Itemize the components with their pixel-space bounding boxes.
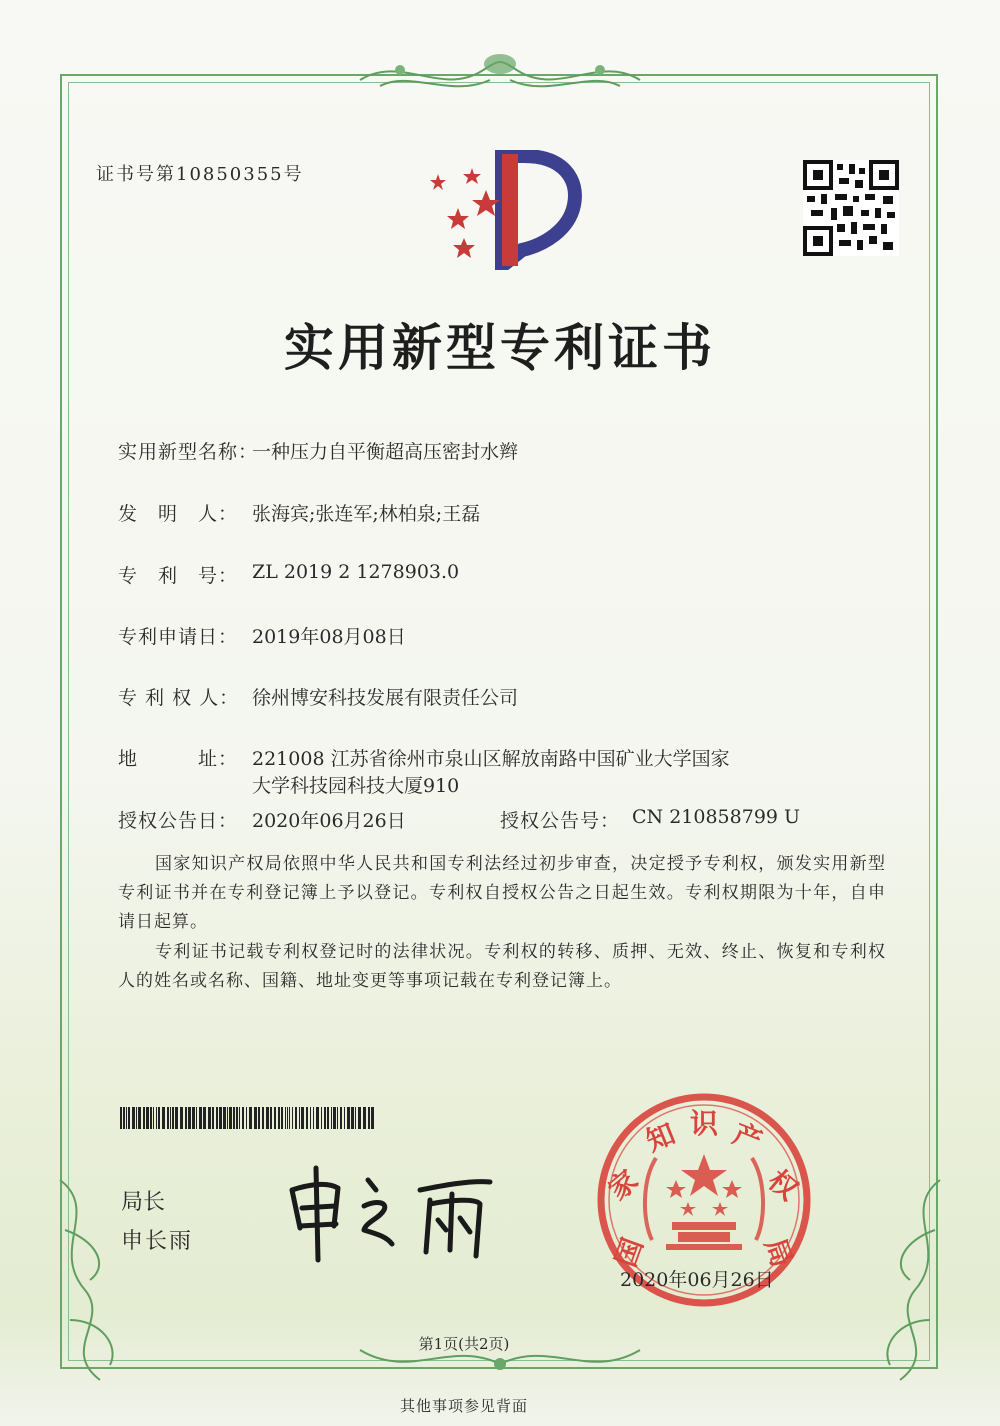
address-value-line2: 大学科技园科技大厦910	[252, 775, 460, 797]
paragraph-1: 国家知识产权局依照中华人民共和国专利法经过初步审查，决定授予专利权，颁发实用新型专利证书并在专利登记簿上予以登记。专利权自授权公告之日起生效。专利权期限为十年，自申请日起算。	[118, 854, 886, 932]
grant-date-value: 2020年06月26日	[252, 810, 406, 832]
seal-char-1: 国	[609, 1233, 650, 1272]
seal-char-2: 家	[601, 1163, 645, 1207]
seal-char-4: 识	[690, 1107, 719, 1140]
seal-date: 2020年06月26日	[620, 1269, 774, 1291]
patentee-label: 专 利 权 人：	[118, 687, 240, 709]
seal-char-3: 知	[641, 1116, 680, 1158]
address-value-line1: 221008 江苏省徐州市泉山区解放南路中国矿业大学国家	[252, 748, 730, 770]
qr-code-icon	[803, 160, 899, 256]
footer-note: 其他事项参见背面	[399, 1397, 528, 1415]
director-title: 局长	[121, 1190, 166, 1215]
patent-number-label: 专 利 号：	[118, 565, 239, 587]
director-name: 申长雨	[121, 1229, 194, 1254]
top-ornament-icon	[340, 50, 660, 100]
barcode-icon	[120, 1107, 378, 1129]
seal-char-5: 产	[728, 1116, 767, 1158]
seal-char-6: 权	[761, 1163, 805, 1207]
grant-number-label: 授权公告号：	[500, 810, 621, 832]
signature-icon	[280, 1160, 510, 1270]
filing-date-label: 专利申请日：	[118, 626, 239, 648]
name-label: 实用新型名称：	[118, 441, 259, 463]
patent-number-value: ZL 2019 2 1278903.0	[252, 561, 460, 583]
grant-number-value: CN 210858799 U	[632, 806, 801, 828]
paragraph-2: 专利证书记载专利权登记时的法律状况。专利权的转移、质押、无效、终止、恢复和专利权人的姓名或名称、国籍、地址变更等事项记载在专利登记簿上。	[118, 942, 886, 991]
bottom-right-ornament-icon	[850, 1170, 960, 1390]
grant-date-label: 授权公告日：	[118, 810, 239, 832]
certificate-number: 证书号第10850355号	[96, 164, 304, 185]
inventor-value: 张海宾;张连军;林柏泉;王磊	[252, 503, 481, 525]
filing-date-value: 2019年08月08日	[252, 626, 406, 648]
page-info: 第1页(共2页)	[418, 1335, 510, 1353]
name-value: 一种压力自平衡超高压密封水辫	[252, 441, 519, 463]
inventor-label: 发 明 人：	[118, 503, 239, 525]
cnipa-logo-icon	[424, 150, 584, 270]
patentee-value: 徐州博安科技发展有限责任公司	[252, 687, 519, 709]
certificate-title: 实用新型专利证书	[284, 318, 716, 377]
seal-char-7: 局	[758, 1233, 799, 1272]
address-label: 地 址：	[118, 748, 239, 770]
